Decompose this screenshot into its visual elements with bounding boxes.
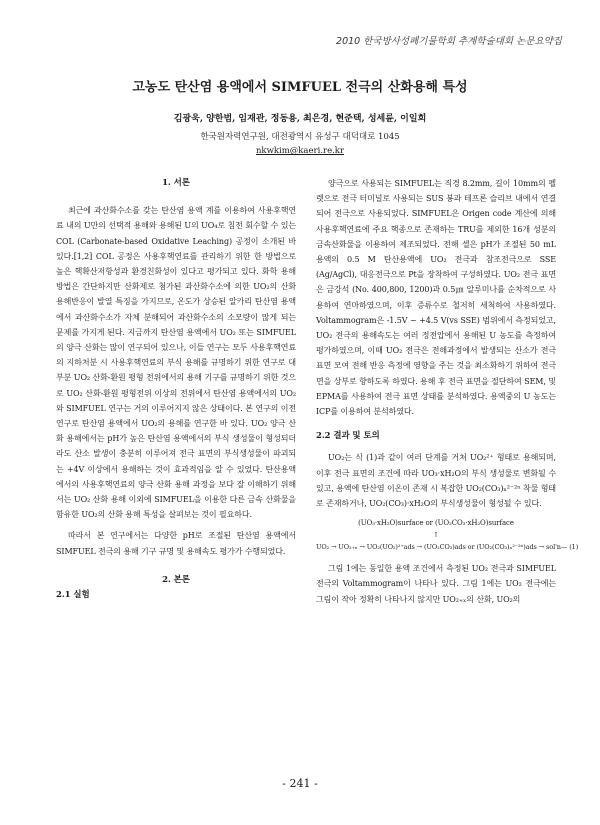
intro-paragraph: 따라서 본 연구에서는 다양한 pH로 조절된 탄산염 용액에서 SIMFUEL 전극의 용해 기구 규명 및 용해속도 평가가 수행되었다. — [56, 531, 296, 556]
equation-number: — (1) — [560, 543, 579, 552]
results-paragraph: UO₂는 식 (1)과 같이 여러 단계를 거쳐 UO₂²⁺ 형태로 용해되며, 이후 전극 표면의 조건에 따라 UO₃·xH₂O의 부식 생성물로 변화될 수 있고, 용액에 탄산염 이온이 존재 시 복잡한 UO₂(CO₃)ₙ²⁻²ⁿ 착물 형태로 존재하거나, UO₂(CO₃)·xH₂O의 부식생성물이 형성될 수 있다. — [316, 453, 556, 509]
equation-arrow: ↑ — [433, 531, 439, 540]
results-paragraph: 그림 1에는 동일한 용액 조건에서 측정된 UO₂ 전극과 SIMFUEL 전극의 Voltammogram이 나타나 있다. 그림 1에는 UO₂ 전극에는 그림이 작아 정확히 나타나지 않지만 UO₂₊ₓ의 산화, UO₂의 — [316, 564, 556, 604]
subsection-heading-results: 2.2 결과 및 토의 — [316, 431, 380, 442]
equation-1 — [316, 517, 579, 553]
left-column — [56, 176, 296, 609]
section-heading-introduction: 1. 서론 — [162, 178, 190, 188]
equation-top-line: (UO₃·xH₂O)surface or (UO₂CO₃·xH₂O)surface — [358, 519, 514, 528]
page-number: - 241 - — [282, 777, 318, 790]
equation-bottom-line — [316, 541, 579, 553]
author-list: 김광욱, 양한범, 임재관, 정동용, 최은경, 현준택, 성세륜, 이일희 — [173, 114, 427, 124]
section-heading-main: 2. 본론 — [162, 574, 190, 585]
experiment-paragraph: 양극으로 사용되는 SIMFUEL는 직경 8.2mm, 길이 10mm의 펠렛으로 전극 터미널로 사용되는 SUS 봉과 테프론 슬리브 내에서 연결되어 전극으로 사용되었다. SIMFUEL은 Origen code 계산에 의해 사용후핵연료에 주요 핵종으로 존재하는 TRU를 제외한 16개 성분의 금속산화물을 이용하여 제조되었다. 전해 셀은 pH가 조절된 50 mL 용액의 0.5 M 탄산용액에 UO₂ 전극과 참조전극으로 SSE (Ag/AgCl), 대응전극으로 Pt을 장착하여 구성하였다. UO₂ 전극 표면은 금강석 (No. 400,800, 1200)과 0.5㎛ 알루미나를 순차적으로 사용하여 연마하였으며, 이후 증류수로 철저히 세척하여 사용하였다. Voltammogram은 -1.5V ~ +4.5 V(vs SSE) 범위에서 측정되었고, UO₂ 전극의 용해속도는 여러 정전압에서 용해된 U 농도를 측정하여 평가하였으며, 이때 UO₂ 전극은 전해과정에서 발생되는 산소가 전극 표면 모여 전해 반응 측정에 영향을 주는 것을 최소화하기 위하여 전극면을 상부로 향하도록 하였다. 용해 후 전극 표면을 절단하여 SEM, 및 EPMA를 사용하여 전극 표면 상태를 분석하였다. 용액중의 U 농도는 ICP를 이용하여 분석하였다. — [316, 179, 556, 417]
conference-header: 2010 한국방사성폐기물학회 추계학술대회 논문요약집 — [336, 36, 562, 47]
subsection-heading-experiment: 2.1 실험 — [56, 590, 90, 601]
right-column — [316, 176, 579, 607]
equation-expression: UO₂ → UO₂₊ₓ → UO₂(UO₂)²⁺ads → (UO₂CO₃)ads or (UO₂(CO₃)ₙ²⁻²ⁿ)ads → sol'n — [316, 543, 561, 552]
affiliation: 한국원자력연구원, 대전광역시 유성구 대덕대로 1045 — [200, 132, 400, 142]
author-email: nkwkim@kaeri.re.kr — [255, 146, 345, 156]
paper-title: 고농도 탄산염 용액에서 SIMFUEL 전극의 산화용해 특성 — [132, 80, 468, 95]
intro-paragraph: 최근에 과산화수소를 갖는 탄산염 용액 계를 이용하여 사용후핵연료 내의 U만의 선택적 용해와 용해된 U의 UO₄로 침전 회수할 수 있는 COL (Carbonate-based Oxidative Leaching) 공정이 소개된 바 있다.[1,2] COL 공정은 사용후핵연료를 관리하기 위한 한 방법으로 높은 핵확산저항성과 환경친화성이 있다고 평가되고 있다. 화학 용해 방법은 간단하지만 산화제로 첨가된 과산화수소에 의한 UO₂의 산화 용해반응이 발열 특징을 가지므로, 온도가 상승된 알카리 탄산염 용액에서 과산화수소가 자체 분해되어 과산화수소의 소모량이 많게 되는 문제를 가지게 된다. 지금까지 탄산염 용액에서 UO₂ 또는 SIMFUEL의 양극 산화는 많이 연구되어 있으나, 이들 연구는 모두 사용후핵연료의 지하처분 시 사용후핵연료의 부식 용해를 규명하기 위한 연구로 대부분 UO₂ 산화-환원 평형 전위에서의 용해 기구를 규명하기 위한 것으로 UO₂ 산화-환원 평형전위 이상의 전위에서 탄산염 용액에서의 UO₂와 SIMFUEL 연구는 거의 이루어지지 않은 상태이다. 본 연구의 이전 연구로 탄산염 용액에서 UO₂의 용해를 연구한 바 있다. UO₂ 양극 산화 용해에서는 pH가 높은 탄산염 용액에서의 부식 생성물이 형성되더라도 산소 발생이 충분히 이루어져 전극 표면의 부식생성물이 파괴되는 +4V 이상에서 용해하는 것이 효과적임을 알 수 있었다. 탄산용액에서의 사용후핵연료의 양극 산화 용해 과정을 보다 잘 이해하기 위해서는 UO₂ 산화 용해 이외에 SIMFUEL을 이용한 다른 금속 산화물을 함유한 UO₂의 산화 용해 특성을 살펴보는 것이 필요하다. — [56, 206, 296, 520]
